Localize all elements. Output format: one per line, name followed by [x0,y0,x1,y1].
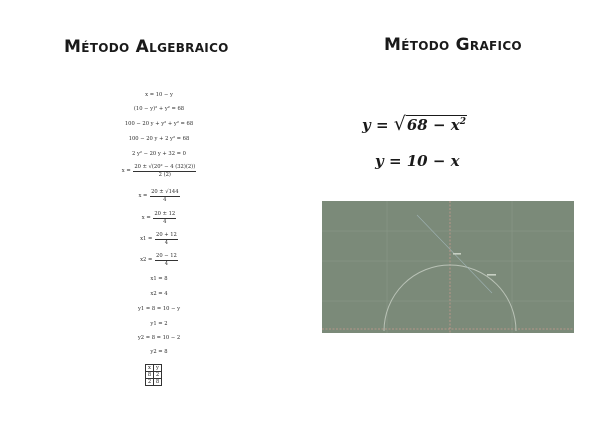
table-row [146,379,162,386]
step-3: 100 − 20 y + y² + y² = 68 [124,121,194,127]
table-cell: 8 [146,372,154,379]
step-12: x2 = 4 [150,291,168,297]
step-10-lhs: x2 = [140,257,153,263]
step-6-fraction [133,164,196,178]
step-9-denominator: 4 [164,239,169,246]
table-cell: x [146,365,154,372]
step-8-denominator: 4 [163,218,167,225]
graph-label-mark [487,274,496,276]
step-4: 100 − 20 y + 2 y² = 68 [128,136,190,142]
step-10-denominator: 4 [164,260,169,267]
step-6-denominator: 2 (2) [158,171,171,178]
step-10-numerator: 20 − 12 [156,253,177,259]
equation-circle-exponent: 2 [459,117,466,127]
step-8-fraction [153,211,176,225]
equation-circle [362,113,467,135]
step-1: x = 10 − y [145,92,173,98]
step-9-numerator: 20 + 12 [156,232,177,238]
equation-line: y = 10 − x [375,152,460,170]
step-14: y1 = 2 [150,321,168,327]
table-row [146,372,162,379]
step-7-denominator: 4 [163,196,167,203]
equation-circle-radicand: $68 - x^2$ [406,116,466,134]
step-16: y2 = 8 [150,349,168,355]
step-11: x1 = 8 [150,276,168,282]
table-cell: y [154,365,162,372]
graph-image [322,201,574,333]
step-15: y2 = 8 = 10 − 2 [137,335,181,341]
step-7-lhs: x = [138,193,148,199]
step-6-lhs: x = [121,168,131,174]
results-table [145,364,162,386]
grid-lines [322,201,574,333]
step-8-lhs: x = [141,215,151,221]
table-cell: 8 [154,379,162,386]
step-6-numerator: 20 ± √(20² − 4 (32)(2)) [134,164,196,170]
step-7 [96,189,222,203]
step-10 [96,253,222,267]
step-2: (10 − y)² + y² = 68 [133,106,185,112]
step-5: 2 y² − 20 y + 32 = 0 [132,151,186,157]
step-6 [96,164,222,178]
step-8 [96,211,222,225]
table-cell: 2 [154,372,162,379]
graph-svg [322,201,574,333]
step-7-fraction [150,189,179,203]
step-8-numerator: 20 ± 12 [154,211,176,217]
step-10-fraction [155,253,178,267]
step-9-lhs: x1 = [140,236,153,242]
equation-circle-lhs: y = [362,116,394,134]
sqrt-symbol: √ [393,113,406,135]
step-9 [96,232,222,246]
table-cell: 2 [146,379,154,386]
algebraic-method-heading: Método Algebraico [64,37,229,57]
graph-label-mark [453,253,461,255]
step-13: y1 = 8 = 10 − y [138,306,180,312]
step-9-fraction [155,232,178,246]
table-row [146,365,162,372]
graphic-method-heading: Método Grafico [384,35,522,55]
step-7-numerator: 20 ± √144 [151,189,179,195]
